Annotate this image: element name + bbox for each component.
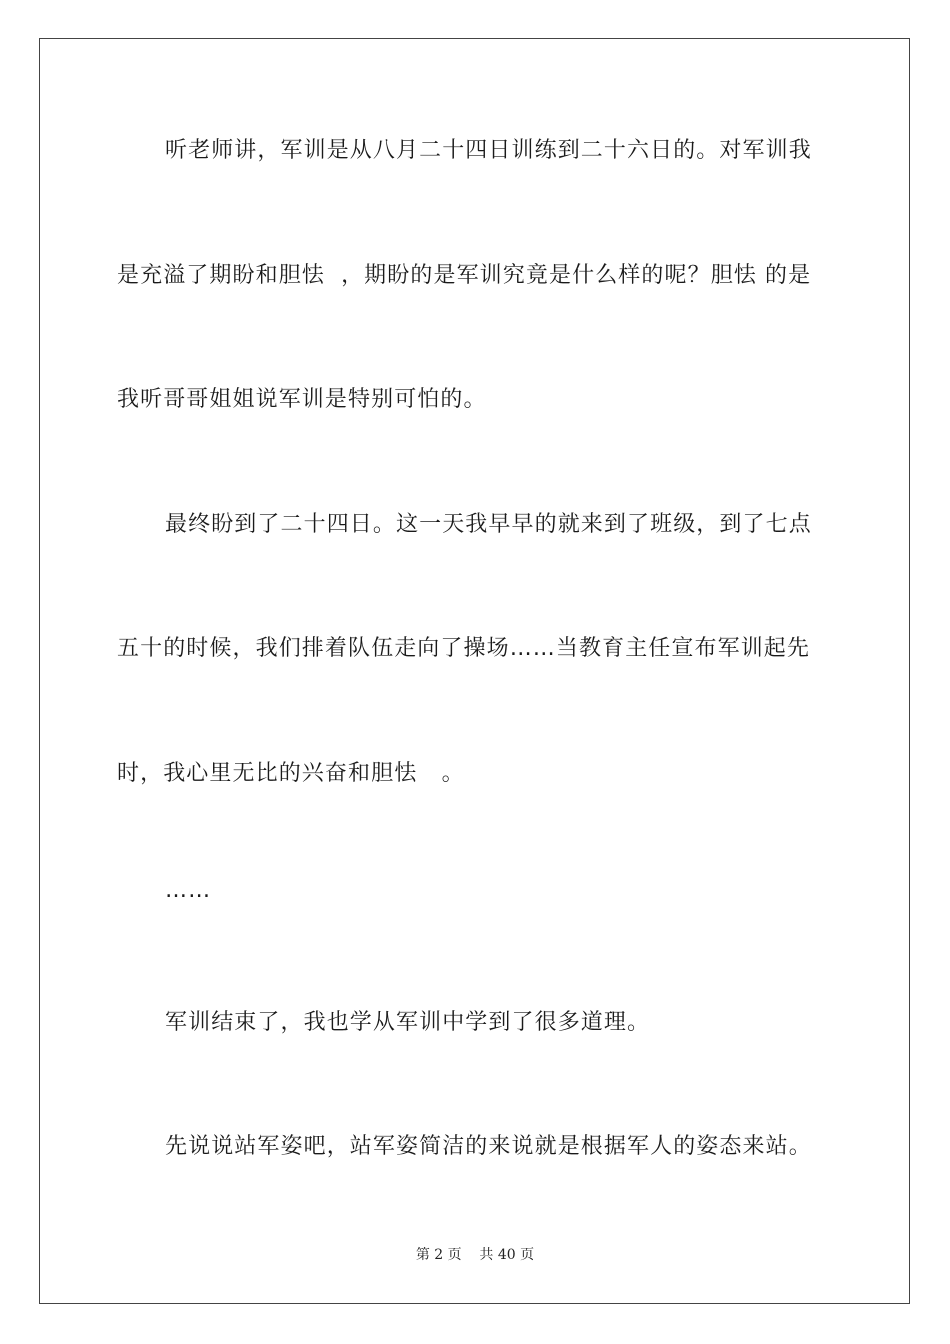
paragraph-2-line-2: 五十的时候，我们排着队伍走向了操场……当教育主任宣布军训起先 xyxy=(117,636,811,661)
paragraph-1-line-3: 我听哥哥姐姐说军训是特别可怕的。 xyxy=(117,387,487,412)
paragraph-3-line-1: 军训结束了，我也学从军训中学到了很多道理。 xyxy=(165,1010,651,1035)
paragraph-1-line-2: 是充溢了期盼和胆怯 ，期盼的是军训究竟是什么样的呢？胆怯 的是 xyxy=(117,263,812,288)
paragraph-1-line-1: 听老师讲，军训是从八月二十四日训练到二十六日的。对军训我 xyxy=(165,138,812,163)
paragraph-2-line-1: 最终盼到了二十四日。这一天我早早的就来到了班级，到了七点 xyxy=(165,512,812,537)
page-border xyxy=(39,38,910,1304)
ellipsis-paragraph: …… xyxy=(165,878,212,903)
paragraph-2-line-3: 时，我心里无比的兴奋和胆怯 。 xyxy=(117,761,465,786)
page-number-footer: 第 2 页 共 40 页 xyxy=(415,1247,535,1263)
paragraph-4-line-1: 先说说站军姿吧，站军姿简洁的来说就是根据军人的姿态来站。 xyxy=(165,1134,812,1159)
